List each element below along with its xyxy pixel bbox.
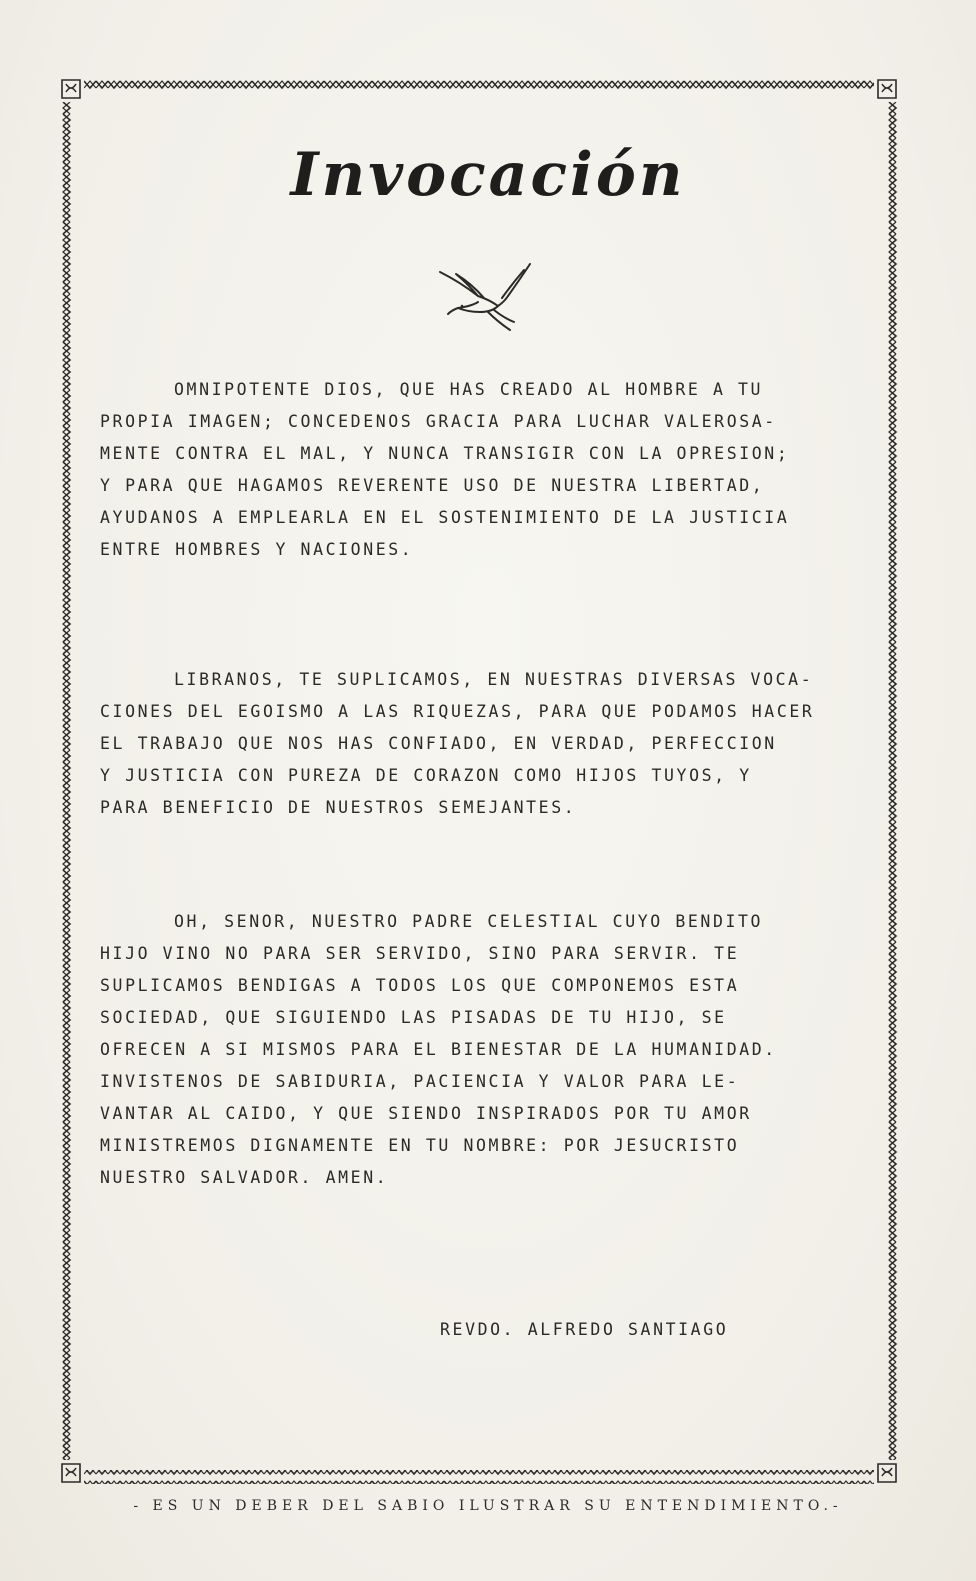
paragraph-line: MENTE CONTRA EL MAL, Y NUNCA TRANSIGIR CON LA OPRESION; bbox=[100, 444, 790, 463]
invocation-paragraph-3 bbox=[100, 906, 860, 1194]
dove-icon bbox=[438, 262, 536, 338]
paragraph-line: EL TRABAJO QUE NOS HAS CONFIADO, EN VERDAD, PERFECCION bbox=[100, 734, 777, 753]
paragraph-line: PROPIA IMAGEN; CONCEDENOS GRACIA PARA LUCHAR VALEROSA- bbox=[100, 412, 777, 431]
paragraph-line: MINISTREMOS DIGNAMENTE EN TU NOMBRE: POR JESUCRISTO bbox=[100, 1136, 740, 1155]
invocation-paragraph-1 bbox=[100, 374, 860, 566]
paragraph-line: SOCIEDAD, QUE SIGUIENDO LAS PISADAS DE TU HIJO, SE bbox=[100, 1008, 727, 1027]
paragraph-line: OFRECEN A SI MISMOS PARA EL BIENESTAR DE LA HUMANIDAD. bbox=[100, 1040, 777, 1059]
paragraph-line: OH, SENOR, NUESTRO PADRE CELESTIAL CUYO BENDITO bbox=[174, 912, 764, 931]
paragraph-line: AYUDANOS A EMPLEARLA EN EL SOSTENIMIENTO DE LA JUSTICIA bbox=[100, 508, 790, 527]
paragraph-line: LIBRANOS, TE SUPLICAMOS, EN NUESTRAS DIVERSAS VOCA- bbox=[174, 670, 814, 689]
footer-motto: - ES UN DEBER DEL SABIO ILUSTRAR SU ENTENDIMIENTO.- bbox=[133, 1498, 843, 1514]
paragraph-line: Y JUSTICIA CON PUREZA DE CORAZON COMO HIJOS TUYOS, Y bbox=[100, 766, 752, 785]
page-title: Invocación bbox=[290, 140, 686, 210]
signature: REVDO. ALFREDO SANTIAGO bbox=[440, 1320, 729, 1339]
paragraph-line: NUESTRO SALVADOR. AMEN. bbox=[100, 1168, 389, 1187]
paragraph-line: Y PARA QUE HAGAMOS REVERENTE USO DE NUESTRA LIBERTAD, bbox=[100, 476, 765, 495]
paragraph-line: OMNIPOTENTE DIOS, QUE HAS CREADO AL HOMBRE A TU bbox=[174, 380, 764, 399]
paragraph-line: HIJO VINO NO PARA SER SERVIDO, SINO PARA SERVIR. TE bbox=[100, 944, 740, 963]
paragraph-line: INVISTENOS DE SABIDURIA, PACIENCIA Y VALOR PARA LE- bbox=[100, 1072, 740, 1091]
paragraph-line: VANTAR AL CAIDO, Y QUE SIENDO INSPIRADOS POR TU AMOR bbox=[100, 1104, 752, 1123]
paragraph-line: ENTRE HOMBRES Y NACIONES. bbox=[100, 540, 414, 559]
paragraph-line: PARA BENEFICIO DE NUESTROS SEMEJANTES. bbox=[100, 798, 577, 817]
paragraph-line: CIONES DEL EGOISMO A LAS RIQUEZAS, PARA QUE PODAMOS HACER bbox=[100, 702, 815, 721]
invocation-paragraph-2 bbox=[100, 664, 860, 824]
paragraph-line: SUPLICAMOS BENDIGAS A TODOS LOS QUE COMPONEMOS ESTA bbox=[100, 976, 740, 995]
